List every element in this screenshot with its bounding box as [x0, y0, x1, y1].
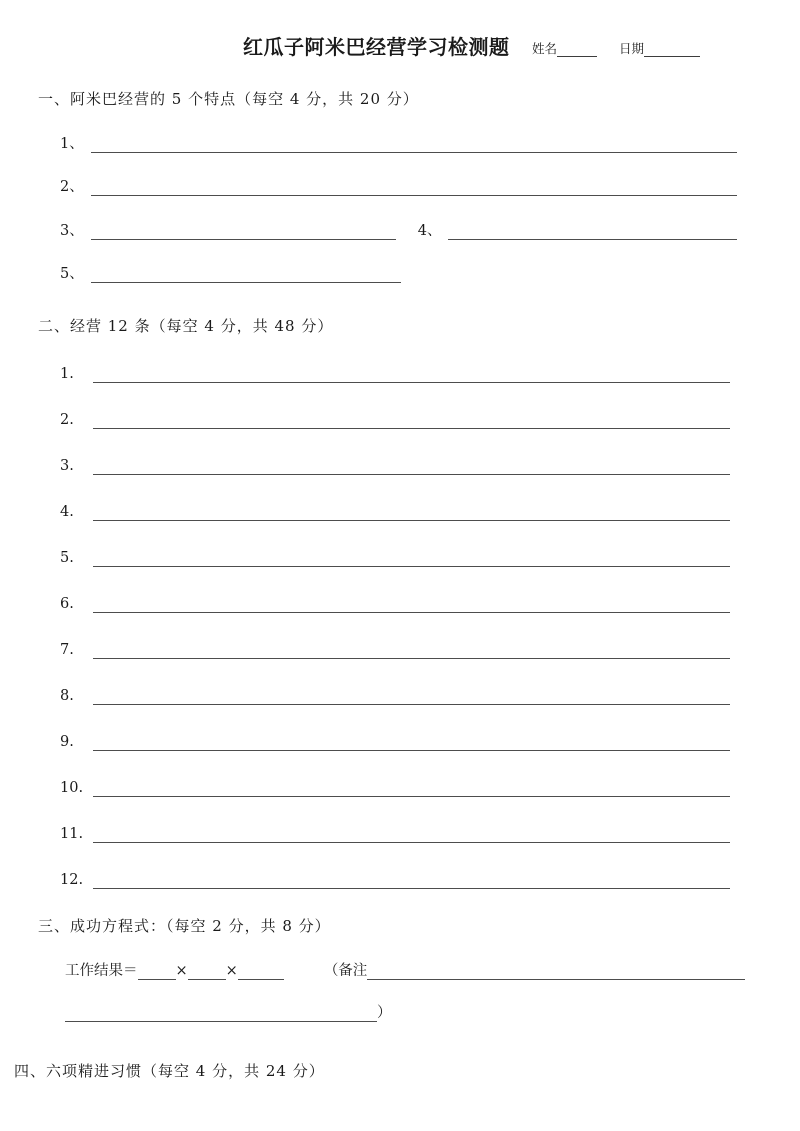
answer-blank-s2-9[interactable]: [93, 735, 730, 751]
item-number: 1.: [60, 366, 74, 382]
item-number: 3.: [60, 458, 74, 474]
item-number: 5.: [60, 550, 74, 566]
section2-item-5: [60, 544, 730, 567]
answer-blank-s2-11[interactable]: [93, 827, 730, 843]
section1-heading: 一、阿米巴经营的 5 个特点（每空 4 分，共 20 分）: [38, 90, 419, 108]
item-number: 7.: [60, 642, 74, 658]
answer-blank-s2-12[interactable]: [93, 873, 730, 889]
date-label: 日期: [618, 41, 644, 56]
item-number: 4、: [417, 223, 442, 239]
section2-item-6: [60, 590, 730, 613]
note-label: （备注: [323, 963, 368, 979]
answer-blank-s1-3[interactable]: [91, 224, 396, 240]
date-field: [619, 39, 700, 57]
section3-heading: 三、成功方程式：（每空 2 分，共 8 分）: [38, 917, 331, 935]
item-number: 12.: [60, 872, 84, 888]
section2-item-1: [60, 360, 730, 383]
item-number: 4.: [60, 504, 74, 520]
note-continuation-row: [65, 1001, 800, 1022]
section2-item-2: [60, 406, 730, 429]
note-blank-line-1[interactable]: [367, 964, 745, 980]
section1-item-2: [60, 173, 737, 196]
section4-heading: 四、六项精进习惯（每空 4 分，共 24 分）: [14, 1062, 325, 1080]
answer-blank-s2-10[interactable]: [93, 781, 730, 797]
success-formula-row: [65, 959, 745, 980]
date-input-blank[interactable]: [644, 43, 700, 57]
section1-item-1: [60, 130, 737, 153]
item-number: 1、: [60, 136, 84, 152]
section1-item-5: [60, 260, 737, 283]
section2-item-12: [60, 866, 730, 889]
formula-blank-1[interactable]: [138, 965, 176, 980]
answer-blank-s2-7[interactable]: [93, 643, 730, 659]
item-number: 10.: [60, 780, 84, 796]
section2-item-10: [60, 774, 730, 797]
note-blank-line-2[interactable]: [65, 1006, 377, 1022]
item-number: 11.: [60, 826, 84, 842]
answer-blank-s2-2[interactable]: [93, 413, 730, 429]
section2-item-7: [60, 636, 730, 659]
page-title: 红瓜子阿米巴经营学习检测题: [243, 35, 510, 59]
item-number: 3、: [60, 223, 84, 239]
answer-blank-s2-5[interactable]: [93, 551, 730, 567]
answer-blank-s1-1[interactable]: [91, 137, 737, 153]
times-icon: ×: [175, 963, 188, 979]
answer-blank-s1-5[interactable]: [91, 267, 401, 283]
name-label: 姓名: [531, 41, 557, 56]
name-input-blank[interactable]: [557, 43, 597, 57]
header: [0, 0, 800, 60]
answer-blank-s2-8[interactable]: [93, 689, 730, 705]
item-number: 2.: [60, 412, 74, 428]
section2-item-4: [60, 498, 730, 521]
item-number: 2、: [60, 179, 84, 195]
answer-blank-s2-4[interactable]: [93, 505, 730, 521]
item-number: 8.: [60, 688, 74, 704]
section2-item-11: [60, 820, 730, 843]
section2-item-9: [60, 728, 730, 751]
answer-blank-s1-4[interactable]: [448, 224, 737, 240]
formula-blank-3[interactable]: [238, 965, 284, 980]
answer-blank-s2-6[interactable]: [93, 597, 730, 613]
section2-item-3: [60, 452, 730, 475]
formula-blank-2[interactable]: [188, 965, 226, 980]
item-number: 6.: [60, 596, 74, 612]
section2-heading: 二、经营 12 条（每空 4 分，共 48 分）: [38, 317, 334, 335]
item-number: 9.: [60, 734, 74, 750]
times-icon: ×: [225, 963, 238, 979]
answer-blank-s1-2[interactable]: [91, 180, 737, 196]
formula-prefix: 工作结果＝: [65, 963, 138, 979]
close-paren: ）: [377, 1005, 392, 1021]
item-number: 5、: [60, 266, 84, 282]
section2-item-8: [60, 682, 730, 705]
answer-blank-s2-3[interactable]: [93, 459, 730, 475]
section1-item-3-4: [60, 217, 737, 240]
name-field: [532, 39, 597, 57]
name-date-fields: [532, 39, 700, 60]
answer-blank-s2-1[interactable]: [93, 367, 730, 383]
